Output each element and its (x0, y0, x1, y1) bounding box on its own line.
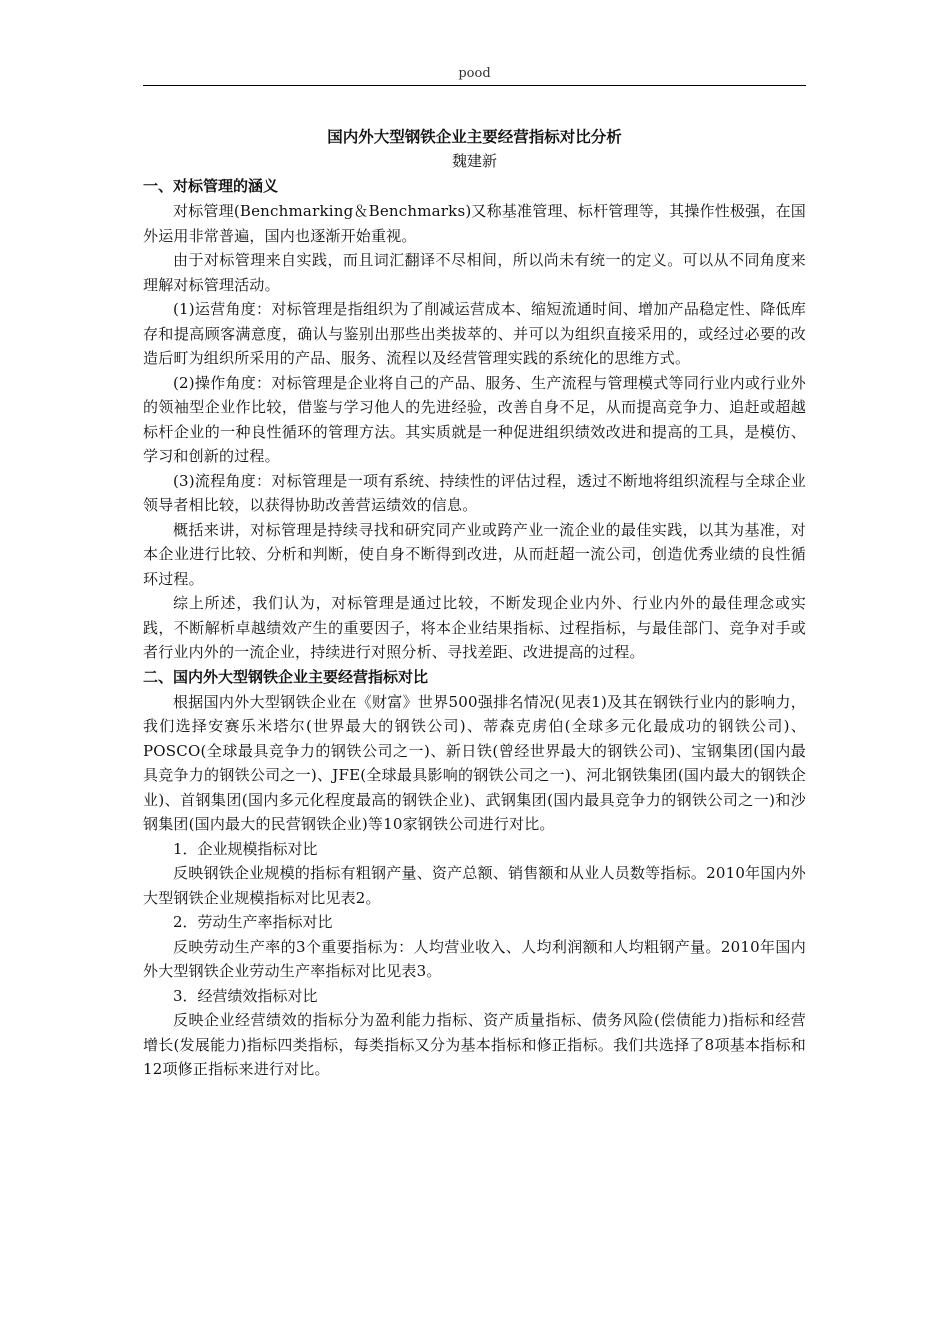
paragraph: 对标管理(Benchmarking＆Benchmarks)又称基准管理、标杆管理等，其操作性极强，在国外运用非常普遍，国内也逐渐开始重视。 (143, 202, 806, 245)
paragraph: (1)运营角度：对标管理是指组织为了削减运营成本、缩短流通时间、增加产品稳定性、降低库存和提高顾客满意度，确认与鉴别出那些出类拔萃的、并可以为组织直接采用的，或经过必要的改造后町为组织所采用的产品、服务、流程以及经营管理实践的系统化的思维方式。 (143, 300, 806, 367)
paragraph: 根据国内外大型钢铁企业在《财富》世界500强排名情况(见表1)及其在钢铁行业内的影响力，我们选择安赛乐米塔尔(世界最大的钢铁公司)、蒂森克虏伯(全球多元化最成功的钢铁公司)、POSCO(全球最具竞争力的钢铁公司之一)、新日铁(曾经世界最大的钢铁公司)、宝钢集团(国内最具竞争力的钢铁公司之一)、JFE(全球最具影响的钢铁公司之一)、河北钢铁集团(国内最大的钢铁企业)、首钢集团(国内多元化程度最高的钢铁企业)、武钢集团(国内最具竞争力的钢铁公司之一)和沙钢集团(国内最大的民营钢铁企业)等10家钢铁公司进行对比。 (143, 692, 806, 833)
subsection-heading: 1．企业规模指标对比 (173, 839, 318, 858)
section-heading: 二、国内外大型钢铁企业主要经营指标对比 (143, 667, 429, 686)
paragraph: (2)操作角度：对标管理是企业将自己的产品、服务、生产流程与管理模式等同行业内或行业外的领袖型企业作比较，借鉴与学习他人的先进经验，改善自身不足，从而提高竞争力、追赶或超越标杆企业的一种良性循环的管理方法。其实质就是一种促进组织绩效改进和提高的工具，是模仿、学习和创新的过程。 (143, 373, 806, 465)
paragraph: 概括来讲，对标管理是持续寻找和研究同产业或跨产业一流企业的最佳实践，以其为基准，对本企业进行比较、分析和判断，使自身不断得到改进，从而赶超一流公司，创造优秀业绩的良性循环过程。 (143, 520, 806, 588)
section-heading: 一、对标管理的涵义 (143, 177, 279, 195)
paragraph: 综上所述，我们认为，对标管理是通过比较，不断发现企业内外、行业内外的最佳理念或实践，不断解析卓越绩效产生的重要因子，将本企业结果指标、过程指标，与最佳部门、竞争对手或者行业内外的一流企业，持续进行对照分析、寻找差距、改进提高的过程。 (143, 594, 806, 661)
article-body (143, 125, 806, 1082)
paragraph: 反映钢铁企业规模的指标有粗钢产量、资产总额、销售额和从业人员数等指标。2010年国内外大型钢铁企业规模指标对比见表2。 (143, 864, 806, 907)
paragraph: 反映企业经营绩效的指标分为盈利能力指标、资产质量指标、债务风险(偿债能力)指标和经营增长(发展能力)指标四类指标，每类指标又分为基本指标和修正指标。我们共选择了8项基本指标和12项修正指标来进行对比。 (143, 1011, 806, 1078)
article-title: 国内外大型钢铁企业主要经营指标对比分析 (327, 127, 622, 146)
paragraph: 反映劳动生产率的3个重要指标为：人均营业收入、人均利润额和人均粗钢产量。2010年国内外大型钢铁企业劳动生产率指标对比见表3。 (143, 937, 806, 980)
article-author: 魏建新 (451, 152, 497, 170)
subsection-heading: 2．劳动生产率指标对比 (173, 913, 333, 931)
subsection-heading: 3．经营绩效指标对比 (173, 986, 318, 1005)
paragraph: (3)流程角度：对标管理是一项有系统、持续性的评估过程，透过不断地将组织流程与全球企业领导者相比较，以获得协助改善营运绩效的信息。 (143, 471, 806, 514)
page-header-text: pood (458, 66, 491, 81)
header-divider (143, 85, 806, 86)
paragraph: 由于对标管理来自实践，而且词汇翻译不尽相间，所以尚未有统一的定义。可以从不同角度来理解对标管理活动。 (143, 251, 806, 294)
